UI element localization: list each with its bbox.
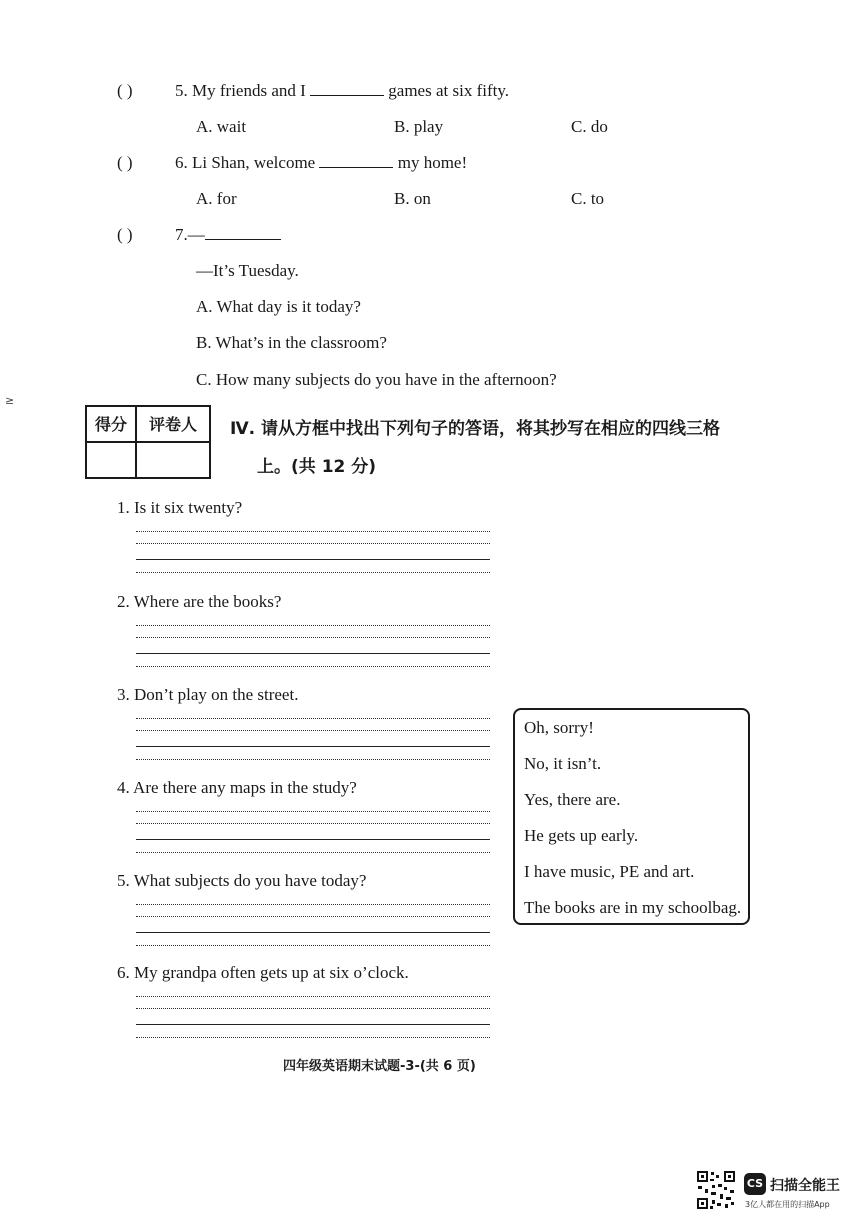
page-footer: 四年级英语期末试题-3-(共 6 页) [283,1059,476,1074]
margin-mark: ≥ [5,394,15,407]
writing-item: 1. Is it six twenty? [117,498,243,517]
writing-item: 5. What subjects do you have today? [117,871,367,890]
answer-paren: ( ) [117,153,133,172]
option-a: A. wait [196,117,247,136]
scanner-tagline: 3亿人都在用的扫描App [745,1200,830,1209]
question-6 [175,153,467,173]
option-c: C. How many subjects do you have in the afternoon? [196,370,557,389]
option-b: B. play [394,117,444,136]
question-stem-after: games at six fifty. [388,81,509,100]
question-5 [175,81,509,101]
answer-paren: ( ) [117,225,133,244]
option-a: A. for [196,189,237,208]
question-number: 6. [175,153,188,172]
question-7 [175,225,281,245]
answer-option: No, it isn’t. [524,754,602,773]
option-c: C. do [571,117,608,136]
option-b: B. on [394,189,431,208]
answer-option: He gets up early. [524,826,639,845]
four-line-grid[interactable] [136,718,490,762]
section-title: Ⅳ. 请从方框中找出下列句子的答语，将其抄写在相应的四线三格 [230,419,721,439]
four-line-grid[interactable] [136,904,490,948]
four-line-grid[interactable] [136,625,490,669]
answer-option: Yes, there are. [524,790,621,809]
question-number: 7. [175,225,188,244]
fill-blank[interactable] [319,153,393,168]
question-stem-after: my home! [397,153,468,172]
fill-blank[interactable] [310,81,384,96]
dialogue-reply: —It’s Tuesday. [196,261,299,280]
option-a: A. What day is it today? [196,297,361,316]
score-table [85,405,211,479]
writing-item: 3. Don’t play on the street. [117,685,299,704]
answer-paren: ( ) [117,81,133,100]
answer-options-box [513,708,750,925]
question-stem-before: My friends and I [192,81,306,100]
four-line-grid[interactable] [136,811,490,855]
grader-label: 评卷人 [137,407,209,443]
question-number: 5. [175,81,188,100]
answer-option: The books are in my schoolbag. [524,898,742,917]
writing-item: 2. Where are the books? [117,592,282,611]
scanner-brand: 扫描全能王 [770,1178,840,1194]
option-b: B. What’s in the classroom? [196,333,387,352]
writing-item: 6. My grandpa often gets up at six o’clock. [117,963,409,982]
question-dash: — [187,225,205,244]
answer-option: I have music, PE and art. [524,862,695,881]
score-label: 得分 [87,407,137,443]
option-c: C. to [571,189,605,208]
four-line-grid[interactable] [136,996,490,1040]
fill-blank[interactable] [205,225,281,240]
answer-option: Oh, sorry! [524,718,594,737]
question-stem-before: Li Shan, welcome [192,153,316,172]
qr-code-icon [696,1170,736,1210]
four-line-grid[interactable] [136,531,490,575]
section-title-cont: 上。(共 12 分) [257,457,377,477]
writing-item: 4. Are there any maps in the study? [117,778,357,797]
score-input-cell[interactable] [87,443,137,477]
camscanner-logo: CS [744,1173,766,1195]
grader-input-cell[interactable] [137,443,209,477]
